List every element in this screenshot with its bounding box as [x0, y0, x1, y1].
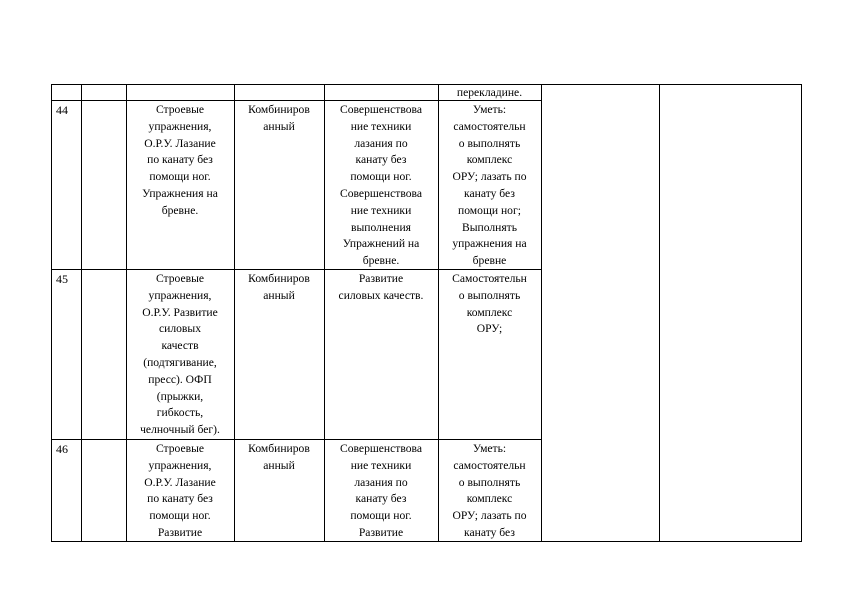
lesson-criteria: Уметь: самостоятельн о выполнять комплекс ОРУ; лазать по канату без: [452, 442, 527, 539]
lesson-type: Комбиниров анный: [248, 442, 310, 472]
lesson-type: Комбиниров анный: [248, 272, 310, 302]
lesson-elements: Развитие силовых качеств.: [338, 272, 424, 302]
lesson-criteria: Самостоятельн о выполнять комплекс ОРУ;: [452, 272, 527, 336]
lesson-topic: Строевые упражнения, О.Р.У. Лазание по канату без помощи ног. Развитие: [144, 442, 216, 539]
lesson-number: 44: [56, 103, 68, 117]
column-border-1: [81, 84, 82, 542]
column-border-7: [659, 84, 660, 542]
lesson-number: 46: [56, 442, 68, 456]
lesson-topic: Строевые упражнения, О.Р.У. Развитие силовых качеств (подтягивание, пресс). ОФП (прыжки, гибкость, челночный бег).: [140, 272, 220, 437]
lesson-elements: Совершенствова ние техники лазания по канату без помощи ног. Совершенствова ние техники выполнения Упражнений на бревне.: [339, 103, 423, 268]
lesson-topic: Строевые упражнения, О.Р.У. Лазание по канату без помощи ног. Упражнения на бревне.: [142, 103, 218, 217]
column-border-6: [541, 84, 542, 542]
column-border-left: [51, 84, 52, 542]
continued-criteria-cell: перекладине.: [456, 86, 523, 99]
lesson-type: Комбиниров анный: [248, 103, 310, 133]
lesson-elements: Совершенствова ние техники лазания по канату без помощи ног. Развитие: [339, 442, 423, 539]
right-columns-top-border: [541, 84, 801, 85]
column-border-right: [801, 84, 802, 542]
lesson-number: 45: [56, 272, 68, 286]
row-45-bottom-border: [51, 439, 541, 440]
lesson-criteria: Уметь: самостоятельн о выполнять комплекс ОРУ; лазать по канату без помощи ног; Выполнять упражнения на бревне: [452, 103, 527, 268]
